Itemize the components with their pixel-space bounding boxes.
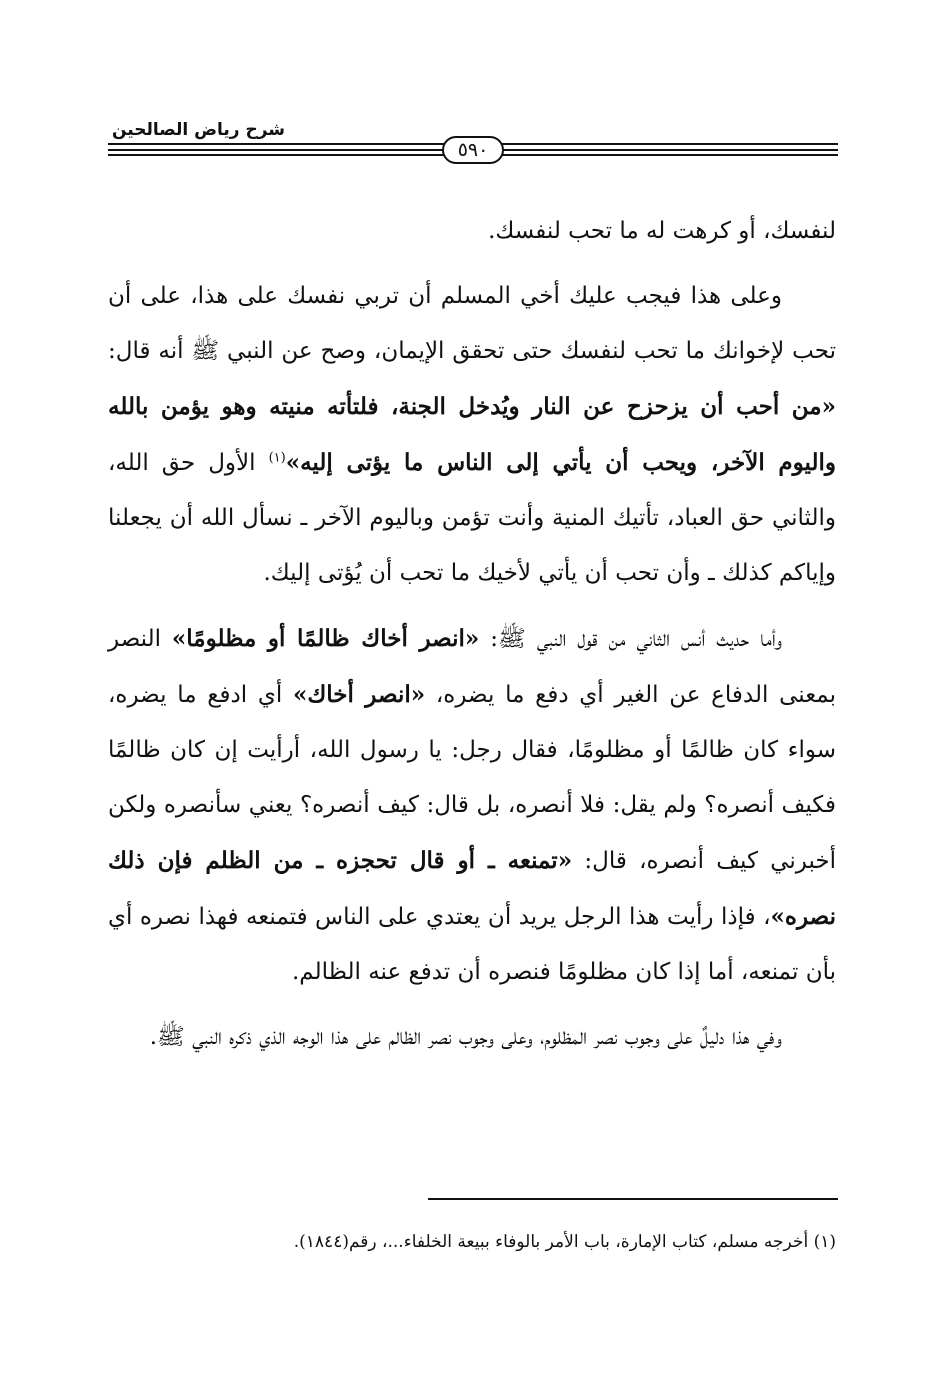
hadith-quote: «تمنعه ـ أو قال تحجزه ـ من الظلم فإن ذلك نصره» [108,847,836,930]
paragraph: وفي هذا دليلٌ على وجوب نصر المظلوم، وعلى وجوب نصر الظالم على هذا الوجه الذي ذكره النبي ﷺ. [149,1024,782,1050]
main-text [108,204,836,1075]
book-title: شرح رياض الصالحين [112,120,286,140]
footnote: (١) أخرجه مسلم، كتاب الإمارة، باب الأمر بالوفاء ببيعة الخلفاء...، رقم(١٨٤٤). [293,1232,836,1252]
hadith-quote: «من أحب أن يزحزح عن النار ويُدخل الجنة، فلتأته منيته وهو يؤمن بالله واليوم الآخر، ويحب أن يأتي إلى الناس ما يؤتى إليه» [108,393,836,476]
footnote-separator [428,1198,838,1200]
page-number: ٥٩٠ [442,136,505,164]
hadith-quote: «انصر أخاك ظالمًا أو مظلومًا» [171,625,480,652]
paragraph: وأما حديث أنس الثاني من قول النبي ﷺ: «انصر أخاك ظالمًا أو مظلومًا» النصر بمعنى الدفاع عن الغير أي دفع ما يضره، «انصر أخاك» أي ادفع ما يضره، سواء كان ظالمًا أو مظلومًا، فقال رجل: يا رسول الله، أرأيت إن كان ظالمًا فكيف أنصره؟ ولم يقل: فلا أنصره، بل قال: كيف أنصره؟ يعني سأنصره ولكن أخبرني كيف أنصره، قال: «تمنعه ـ أو قال تحجزه ـ من الظلم فإن ذلك نصره»، فإذا رأيت هذا الرجل يريد أن يعتدي على الناس فتمنعه فهذا نصره أي بأن تمنعه، أما إذا كان مظلومًا فنصره أن تدفع عنه الظالم. [108,625,837,985]
footnote-reference: (١) [268,450,286,466]
hadith-quote: «انصر أخاك» [292,681,426,708]
paragraph: وعلى هذا فيجب عليك أخي المسلم أن تربي نفسك على هذا، على أن تحب لإخوانك ما تحب لنفسك حتى تحقق الإيمان، وصح عن النبي ﷺ أنه قال: «من أحب أن يزحزح عن النار ويُدخل الجنة، فلتأته منيته وهو يؤمن بالله واليوم الآخر، ويحب أن يأتي إلى الناس ما يؤتى إليه»$^{(١)}$ الأول حق الله، والثاني حق العباد، تأتيك المنية وأنت تؤمن وباليوم الآخر ـ نسأل الله أن يجعلنا وإياكم كذلك ـ وأن تحب أن يأتي لأخيك ما تحب أن يُؤتى إليك. [108,283,836,586]
paragraph: لنفسك، أو كرهت له ما تحب لنفسك. [488,218,836,244]
